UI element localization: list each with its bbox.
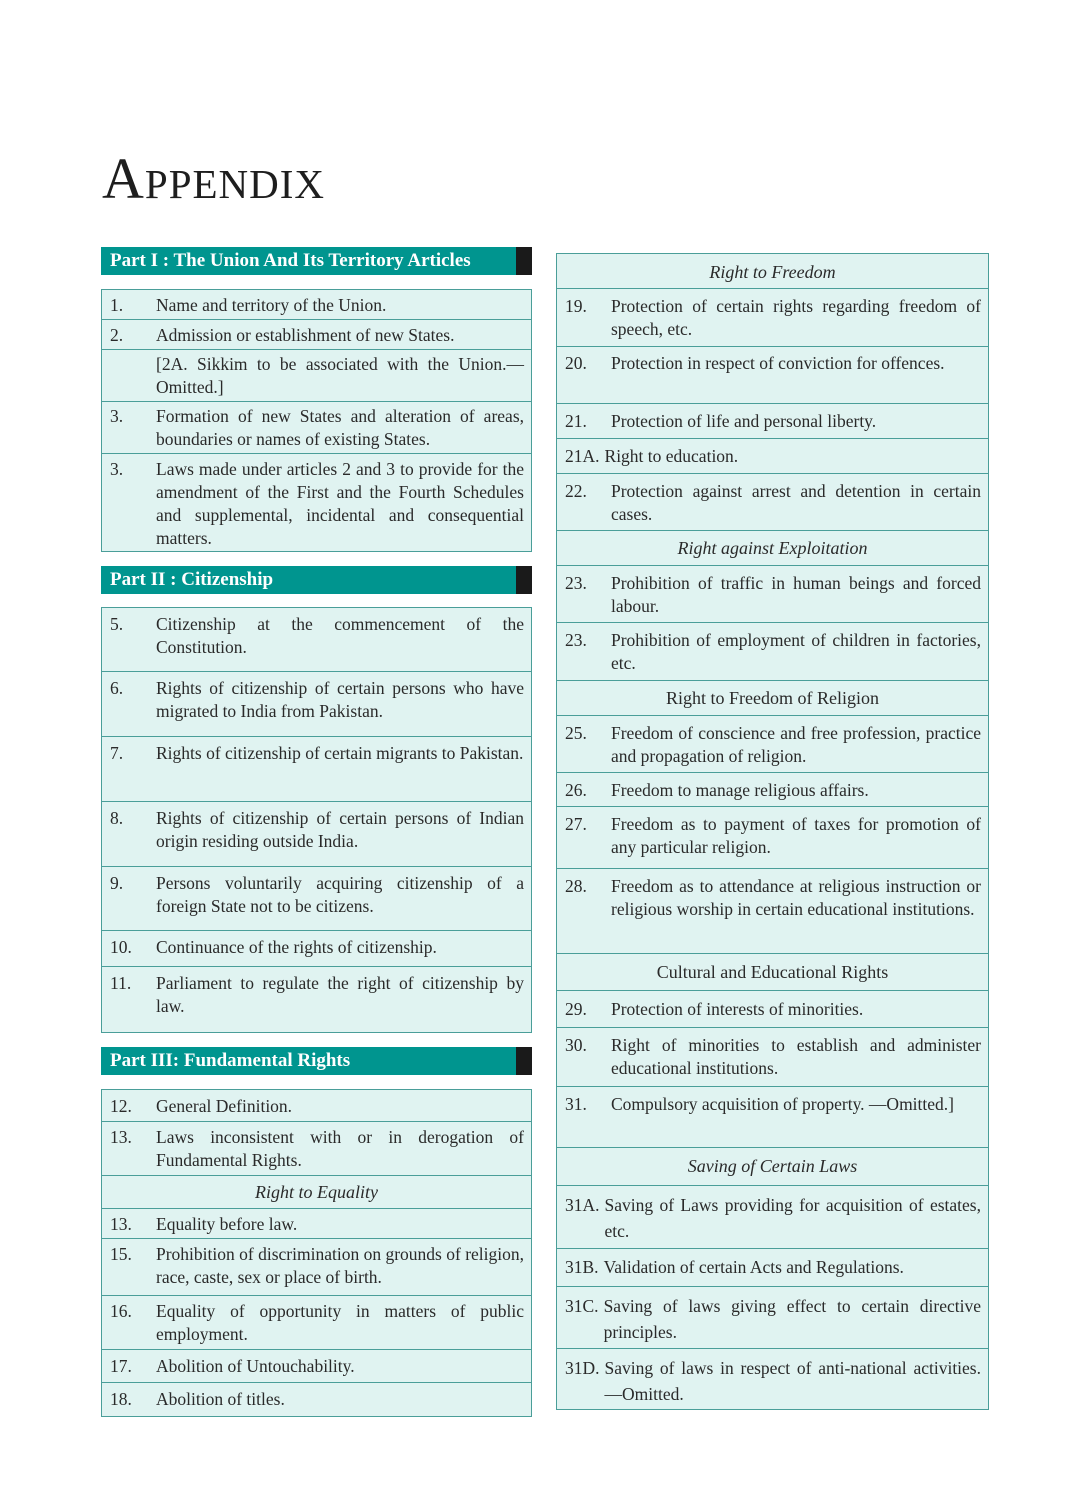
table-row bbox=[557, 773, 988, 807]
part-1-heading: Part I : The Union And Its Territory Articles bbox=[101, 247, 532, 275]
article-number: 21A. bbox=[565, 446, 600, 466]
article-title: Continuance of the rights of citizenship. bbox=[156, 937, 437, 957]
table-row bbox=[102, 1296, 531, 1350]
article-number: 31D. bbox=[565, 1358, 600, 1378]
article-number: 31. bbox=[565, 1094, 587, 1114]
article-number: 15. bbox=[110, 1244, 132, 1264]
table-row bbox=[557, 1186, 988, 1249]
article-title: Admission or establishment of new States. bbox=[156, 325, 455, 345]
article-number: 19. bbox=[565, 296, 587, 316]
article-title: Saving of Laws providing for acquisition of estates, etc. bbox=[604, 1195, 981, 1241]
table-row bbox=[102, 402, 531, 454]
article-title: Rights of citizenship of certain persons who have migrated to India from Pakistan. bbox=[156, 678, 524, 721]
article-number: 18. bbox=[110, 1389, 132, 1409]
table-row bbox=[557, 347, 988, 404]
table-row bbox=[557, 1349, 988, 1409]
article-title: Saving of laws in respect of anti-national activities.—Omitted. bbox=[604, 1358, 981, 1404]
article-title: Name and territory of the Union. bbox=[156, 295, 387, 315]
table-row bbox=[557, 1249, 988, 1287]
article-title: Saving of laws giving effect to certain directive principles. bbox=[603, 1296, 981, 1342]
article-title: Abolition of titles. bbox=[156, 1389, 285, 1409]
article-title: Freedom to manage religious affairs. bbox=[611, 780, 869, 800]
article-title: Laws made under articles 2 and 3 to provide for the amendment of the First and the Fourth Schedules and supplemental, incidental and consequential matters. bbox=[156, 459, 524, 548]
article-number: 23. bbox=[565, 630, 587, 650]
article-number: 28. bbox=[565, 876, 587, 896]
article-number: 29. bbox=[565, 999, 587, 1019]
article-title: Equality before law. bbox=[156, 1214, 298, 1234]
article-title: Prohibition of employment of children in factories, etc. bbox=[611, 630, 981, 673]
article-title: Validation of certain Acts and Regulations. bbox=[603, 1257, 904, 1277]
article-title: Freedom as to payment of taxes for promotion of any particular religion. bbox=[611, 814, 981, 857]
table-row bbox=[102, 1122, 531, 1176]
article-number: 17. bbox=[110, 1356, 132, 1376]
article-title: Protection of certain rights regarding freedom of speech, etc. bbox=[611, 296, 981, 339]
part-3-heading: Part III: Fundamental Rights bbox=[101, 1047, 532, 1075]
article-number: 31B. bbox=[565, 1257, 599, 1277]
table-row bbox=[102, 454, 531, 551]
article-number: 3. bbox=[110, 459, 124, 479]
fundamental-rights-continued-table bbox=[556, 253, 989, 1410]
section-heading-right-against-exploitation: Right against Exploitation bbox=[557, 531, 988, 566]
article-title: Protection of interests of minorities. bbox=[611, 999, 864, 1019]
table-row bbox=[102, 967, 531, 1032]
table-row bbox=[557, 289, 988, 347]
article-title: Persons voluntarily acquiring citizenship of a foreign State not to be citizens. bbox=[156, 873, 524, 916]
article-title: Abolition of Untouchability. bbox=[156, 1356, 355, 1376]
part-1-table bbox=[101, 289, 532, 552]
table-row bbox=[557, 1028, 988, 1087]
table-row bbox=[102, 608, 531, 672]
article-number: 9. bbox=[110, 873, 124, 893]
section-heading-saving-of-certain-laws: Saving of Certain Laws bbox=[557, 1148, 988, 1186]
article-title: Prohibition of traffic in human beings and forced labour. bbox=[611, 573, 981, 616]
table-row bbox=[102, 867, 531, 931]
article-number: 6. bbox=[110, 678, 124, 698]
article-number: 13. bbox=[110, 1127, 132, 1147]
article-number: 13. bbox=[110, 1214, 132, 1234]
table-row bbox=[102, 320, 531, 350]
article-number: 21. bbox=[565, 411, 587, 431]
table-row bbox=[102, 1350, 531, 1383]
article-number: 10. bbox=[110, 937, 132, 957]
table-row bbox=[102, 1383, 531, 1416]
article-number: 20. bbox=[565, 353, 587, 373]
article-title: Protection in respect of conviction for offences. bbox=[611, 353, 945, 373]
section-heading-right-to-freedom: Right to Freedom bbox=[557, 254, 988, 289]
article-title: [2A. Sikkim to be associated with the Union.—Omitted.] bbox=[156, 354, 524, 397]
article-number: 11. bbox=[110, 973, 132, 993]
table-row bbox=[557, 474, 988, 531]
section-heading-right-to-equality: Right to Equality bbox=[102, 1176, 531, 1209]
table-row bbox=[557, 807, 988, 869]
table-row bbox=[102, 1239, 531, 1296]
article-number: 7. bbox=[110, 743, 124, 763]
article-title: Right to education. bbox=[604, 446, 739, 466]
part-2-heading: Part II : Citizenship bbox=[101, 566, 532, 594]
article-number: 2. bbox=[110, 325, 124, 345]
article-number: 31A. bbox=[565, 1195, 600, 1215]
table-row bbox=[102, 290, 531, 320]
table-row bbox=[557, 439, 988, 474]
article-title: Freedom as to attendance at religious instruction or religious worship in certain educational institutions. bbox=[611, 876, 981, 919]
table-row bbox=[557, 1087, 988, 1148]
table-row bbox=[557, 404, 988, 439]
article-number: 30. bbox=[565, 1035, 587, 1055]
part-3-table bbox=[101, 1089, 532, 1417]
article-number: 3. bbox=[110, 406, 124, 426]
article-number: 31C. bbox=[565, 1296, 599, 1316]
table-row bbox=[557, 991, 988, 1028]
page-title: Appendix bbox=[102, 146, 326, 211]
article-number: 26. bbox=[565, 780, 587, 800]
article-number: 25. bbox=[565, 723, 587, 743]
article-title: Prohibition of discrimination on grounds of religion, race, caste, sex or place of birth. bbox=[156, 1244, 524, 1287]
part-2-table bbox=[101, 607, 532, 1033]
table-row bbox=[102, 1090, 531, 1122]
article-title: Protection of life and personal liberty. bbox=[611, 411, 877, 431]
article-title: Rights of citizenship of certain persons of Indian origin residing outside India. bbox=[156, 808, 524, 851]
section-heading-freedom-of-religion: Right to Freedom of Religion bbox=[557, 681, 988, 716]
article-number: 16. bbox=[110, 1301, 132, 1321]
article-number: 23. bbox=[565, 573, 587, 593]
table-row bbox=[557, 869, 988, 954]
table-row bbox=[102, 672, 531, 737]
table-row bbox=[102, 737, 531, 802]
article-title: Citizenship at the commencement of the Constitution. bbox=[156, 614, 524, 657]
article-number: 22. bbox=[565, 481, 587, 501]
article-title: Rights of citizenship of certain migrants to Pakistan. bbox=[156, 743, 524, 763]
article-number: 1. bbox=[110, 295, 124, 315]
article-title: Protection against arrest and detention in certain cases. bbox=[611, 481, 981, 524]
article-title: Parliament to regulate the right of citizenship by law. bbox=[156, 973, 524, 1016]
table-row bbox=[102, 350, 531, 402]
table-row bbox=[557, 623, 988, 681]
table-row bbox=[102, 1209, 531, 1239]
article-number: 5. bbox=[110, 614, 124, 634]
article-number: 8. bbox=[110, 808, 124, 828]
section-heading-cultural-educational-rights: Cultural and Educational Rights bbox=[557, 954, 988, 991]
table-row bbox=[557, 1287, 988, 1349]
article-title: Compulsory acquisition of property. —Omitted.] bbox=[611, 1094, 954, 1114]
article-title: Equality of opportunity in matters of public employment. bbox=[156, 1301, 524, 1344]
article-title: Freedom of conscience and free profession, practice and propagation of religion. bbox=[611, 723, 981, 766]
table-row bbox=[557, 566, 988, 623]
article-number: 12. bbox=[110, 1096, 132, 1116]
table-row bbox=[557, 716, 988, 773]
table-row bbox=[102, 931, 531, 967]
article-title: Formation of new States and alteration of areas, boundaries or names of existing States. bbox=[156, 406, 524, 449]
table-row bbox=[102, 802, 531, 867]
article-title: General Definition. bbox=[156, 1096, 293, 1116]
article-number: 27. bbox=[565, 814, 587, 834]
article-title: Right of minorities to establish and administer educational institutions. bbox=[611, 1035, 981, 1078]
article-title: Laws inconsistent with or in derogation of Fundamental Rights. bbox=[156, 1127, 524, 1170]
